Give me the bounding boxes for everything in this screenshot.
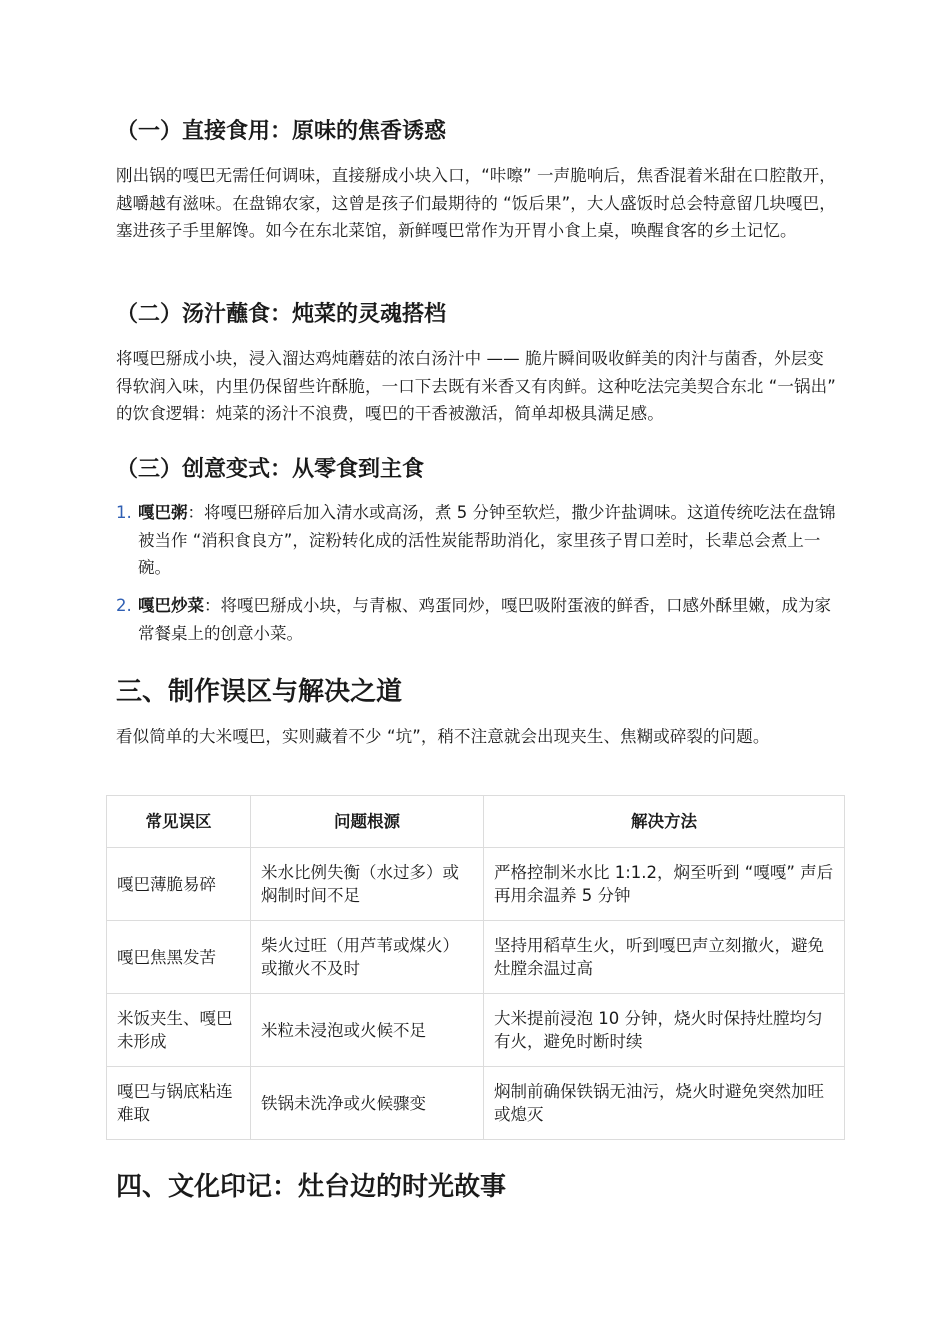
table-cell: 米粒未浸泡或火候不足 [251, 994, 484, 1067]
paragraph-direct-eating: 刚出锅的嘎巴无需任何调味，直接掰成小块入口，“咔嚓” 一声脆响后，焦香混着米甜在口腔散开，越嚼越有滋味。在盘锦农家，这曾是孩子们最期待的 “饭后果”，大人盛饭时总会特意留几块嘎巴，塞进孩子手里解馋。如今在东北菜馆，新鲜嘎巴常作为开胃小食上桌，唤醒食客的乡土记忆。 [116, 166, 836, 240]
list-number: 1. [116, 503, 132, 522]
table-cell: 焖制前确保铁锅无油污，烧火时避免突然加旺或熄灭 [484, 1067, 845, 1140]
table-row [107, 848, 845, 921]
table-header-row [107, 796, 845, 848]
column-header: 解决方法 [484, 796, 845, 848]
table-cell: 柴火过旺（用芦苇或煤火）或撤火不及时 [251, 921, 484, 994]
table-cell: 严格控制米水比 1:1.2，焖至听到 “嘎嘎” 声后再用余温养 5 分钟 [484, 848, 845, 921]
list-item-term: 嘎巴炒菜 [138, 596, 204, 615]
column-header: 常见误区 [107, 796, 251, 848]
column-header: 问题根源 [251, 796, 484, 848]
paragraph-soup-dipping: 将嘎巴掰成小块，浸入溜达鸡炖蘑菇的浓白汤汁中 —— 脆片瞬间吸收鲜美的肉汁与菌香，外层变得软润入味，内里仍保留些许酥脆，一口下去既有米香又有肉鲜。这种吃法完美契合东北 “一锅出” 的饮食逻辑：炖菜的汤汁不浪费，嘎巴的干香被激活，简单却极具满足感。 [116, 349, 836, 423]
list-item [116, 499, 838, 582]
table-cell: 米饭夹生、嘎巴未形成 [107, 994, 251, 1067]
table-cell: 嘎巴与锅底粘连难取 [107, 1067, 251, 1140]
list-item [116, 592, 838, 647]
mistakes-table [106, 795, 845, 1140]
list-item-term: 嘎巴粥 [138, 503, 188, 522]
table-row [107, 1067, 845, 1140]
table-cell: 铁锅未洗净或火候骤变 [251, 1067, 484, 1140]
table-cell: 嘎巴薄脆易碎 [107, 848, 251, 921]
list-item-body [138, 499, 838, 582]
table-row [107, 994, 845, 1067]
section-heading-soup-dipping: （二）汤汁蘸食：炖菜的灵魂搭档 [116, 302, 447, 327]
paragraph-mistakes-intro: 看似简单的大米嘎巴，实则藏着不少 “坑”，稍不注意就会出现夹生、焦糊或碎裂的问题。 [116, 727, 770, 746]
list-item-text: ：将嘎巴掰碎后加入清水或高汤，煮 5 分钟至软烂，撒少许盐调味。这道传统吃法在盘锦被当作 “消积食良方”，淀粉转化成的活性炭能帮助消化，家里孩子胃口差时，长辈总会煮上一碗。 [138, 503, 836, 577]
section-heading-direct-eating: （一）直接食用：原味的焦香诱惑 [116, 119, 447, 144]
section-heading-culture: 四、文化印记：灶台边的时光故事 [116, 1172, 507, 1202]
section-heading-creative-variants: （三）创意变式：从零食到主食 [116, 457, 425, 482]
table-cell: 米水比例失衡（水过多）或焖制时间不足 [251, 848, 484, 921]
table-cell: 嘎巴焦黑发苦 [107, 921, 251, 994]
table-cell: 坚持用稻草生火，听到嘎巴声立刻撤火，避免灶膛余温过高 [484, 921, 845, 994]
list-item-body [138, 592, 838, 647]
list-item-text: ：将嘎巴掰成小块，与青椒、鸡蛋同炒，嘎巴吸附蛋液的鲜香，口感外酥里嫩，成为家常餐桌上的创意小菜。 [138, 596, 831, 643]
table-row [107, 921, 845, 994]
section-heading-mistakes: 三、制作误区与解决之道 [116, 677, 403, 707]
table-cell: 大米提前浸泡 10 分钟，烧火时保持灶膛均匀有火，避免时断时续 [484, 994, 845, 1067]
list-number: 2. [116, 596, 132, 615]
